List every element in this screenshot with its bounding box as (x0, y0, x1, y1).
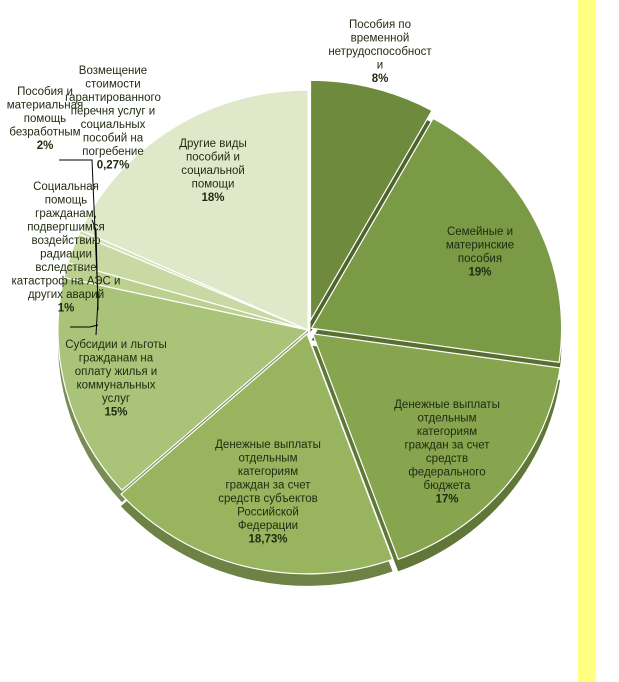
slice-value-label: 0,27% (96, 159, 130, 172)
slice-label-line: Денежные выплаты (394, 399, 500, 411)
slice-label-line: отдельным (238, 452, 298, 465)
slice-label-line: социальной (181, 165, 245, 177)
slice-label-line: категориям (237, 466, 299, 478)
slice-label-line: пособий на (82, 132, 144, 145)
slice-label-line: Пособия и (17, 86, 73, 98)
slice-label (328, 19, 432, 85)
slice-label-line: федерального (408, 466, 486, 479)
slice-value-label: 1% (57, 302, 75, 315)
slice-label-line: Денежные выплаты (215, 439, 321, 451)
slice-label-line: оплату жилья и (74, 366, 158, 378)
slice-label-line: материальная (6, 99, 84, 112)
slice-label-line: отдельным (417, 412, 477, 425)
slice-value-label: 18,73% (248, 533, 288, 546)
slice-label-line: гражданам, (35, 208, 97, 220)
slice-label-line: и (376, 59, 384, 72)
slice-label-line: категориям (416, 426, 478, 438)
slice-label-line: материнские (445, 239, 515, 252)
slice-label-line: социальных (80, 119, 146, 131)
slice-label-line: помощь (23, 113, 67, 125)
slice-label-line: Федерации (237, 520, 299, 532)
slice-label-line: пособий и (186, 151, 240, 164)
slice-label-line: Российской (237, 506, 299, 519)
slice-label-line: гарантированного (65, 92, 161, 104)
slice-value-label: 8% (371, 73, 389, 85)
slice-label-line: подвергшимся (27, 221, 105, 234)
slice-label-line: граждан за счет (404, 439, 490, 452)
slice-label-line: радиации (40, 248, 92, 261)
slice-label-line: нетрудоспособност (328, 46, 432, 58)
slice-label-line: погребение (82, 146, 144, 158)
slice-label-line: средств (425, 453, 469, 465)
slice-value-label: 15% (104, 406, 128, 419)
slice-label-line: воздействию (31, 235, 101, 247)
slice-label-line: перечня услуг и (70, 105, 156, 118)
slice-value-label: 19% (468, 266, 492, 279)
slice-label-line: Семейные и (446, 226, 514, 238)
slice-value-label: 17% (435, 493, 459, 506)
slice-label-line: временной (350, 32, 410, 45)
slice-label-line: услуг (101, 393, 131, 405)
slice-label-line: помощи (191, 178, 235, 191)
slice-label-line: других аварий (27, 289, 105, 301)
slice-label-line: коммунальных (76, 379, 156, 392)
slice-label-line: Другие виды (179, 138, 247, 150)
slice-label-line: граждан за счет (225, 479, 311, 492)
slice-value-label: 18% (201, 192, 225, 204)
slice-label-line: гражданам на (78, 352, 154, 365)
slice-label-line: Социальная (33, 181, 99, 193)
slice-label-line: вследствие (35, 262, 97, 274)
slice-label-line: Возмещение (78, 65, 148, 77)
slice-label-line: катастроф на АЭС и (11, 275, 121, 288)
slice-label-line: безработным (9, 126, 81, 139)
slice-label-line: средств субъектов (218, 493, 318, 505)
slice-label-line: Субсидии и льготы (65, 339, 167, 351)
slice-value-label: 2% (36, 140, 54, 152)
slice-label-line: бюджета (423, 480, 471, 492)
slice-label-line: помощь (44, 194, 88, 207)
slice-label-line: Пособия по (349, 19, 411, 31)
slice-label-line: пособия (457, 253, 503, 265)
slice-label-line: стоимости (85, 78, 141, 91)
